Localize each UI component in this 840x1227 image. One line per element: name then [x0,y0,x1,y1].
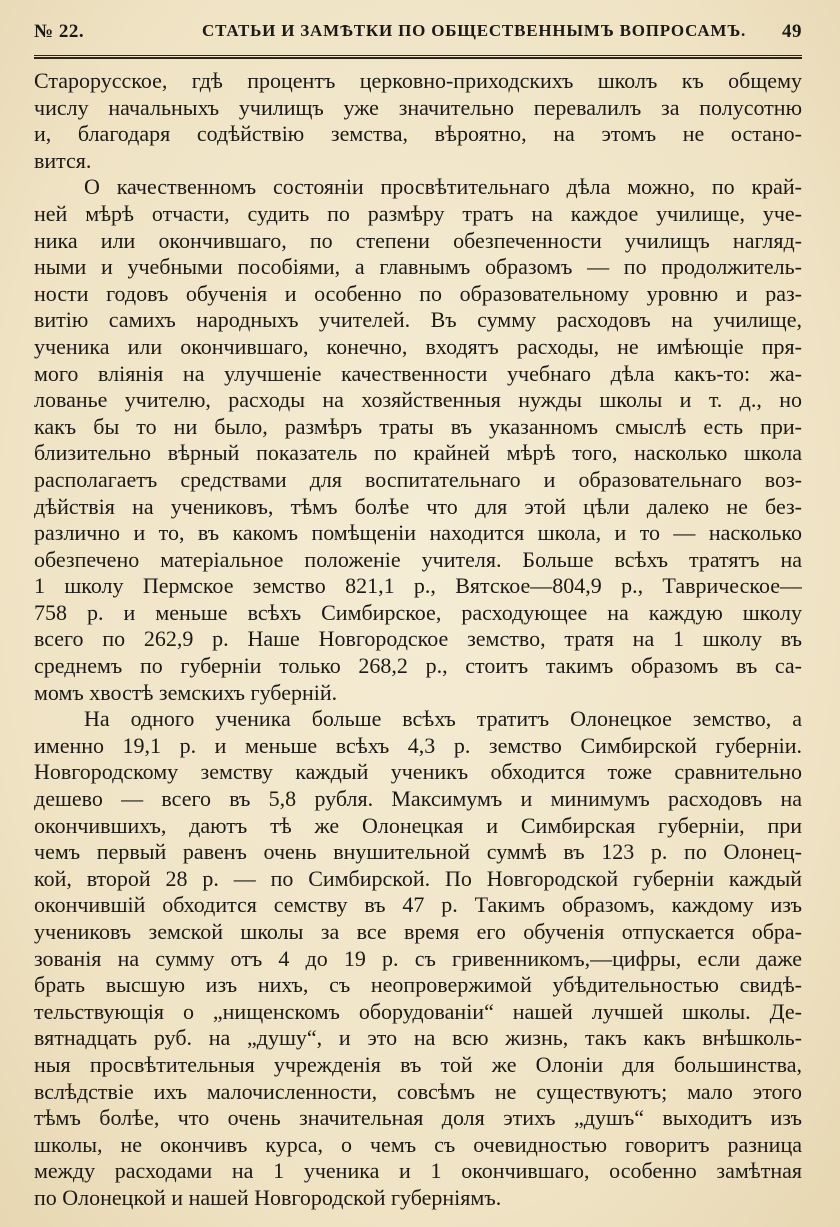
text-line: тельствующія о „нищенскомъ оборудованіи“ нашей лучшей школы. Де- [34,998,802,1024]
page-number: 49 [782,21,802,42]
article-body [34,68,802,1212]
text-line: Старорусское, гдѣ процентъ церковно-приходскихъ школъ къ общему [34,68,802,93]
text-line: 1 школу Пермское земство 821,1 р., Вятское—804,9 р., Таврическое— [34,573,802,599]
text-line: школы, не окончивъ курса, о чемъ съ очевидностью говоритъ разница [34,1131,802,1157]
text-line: мого вліянія на улучшеніе качественности учебнаго дѣла какъ-то: жа- [34,360,802,386]
text-line: окончившихъ, даютъ тѣ же Олонецкая и Симбирская губерніи, при [34,812,802,838]
text-line: О качественномъ состояніи просвѣтительнаго дѣла можно, по край- [84,174,802,200]
text-line: витію самихъ народныхъ учителей. Въ сумму расходовъ на училище, [34,307,802,333]
text-line: числу начальныхъ училищъ уже значительно перевалилъ за полусотню [34,94,802,120]
text-line: располагаетъ средствами для воспитательнаго и образовательнаго воз- [34,466,802,492]
text-line: какъ бы то ни было, размѣръ траты въ указанномъ смыслѣ есть при- [34,413,802,439]
text-line: 758 р. и меньше всѣхъ Симбирское, расходующее на каждую школу [34,599,802,625]
text-line: ности годовъ обученія и особенно по образовательному уровню и раз- [34,280,802,306]
text-line: ными и учебными пособіями, а главнымъ образомъ — по продолжитель- [34,254,802,280]
text-line: и, благодаря содѣйствію земства, вѣроятно, на этомъ не остано- [34,121,802,147]
text-line: среднемъ по губерніи только 268,2 р., стоитъ такимъ образомъ въ са- [34,653,802,679]
text-line: обезпечено матеріальное положеніе учителя. Больше всѣхъ тратятъ на [34,546,802,572]
text-line: кой, второй 28 р. — по Симбирской. По Новгородской губерніи каждый [34,865,802,891]
text-line: вслѣдствіе ихъ малочисленности, совсѣмъ не существуютъ; мало этого [34,1078,802,1104]
text-line: окончившій обходится семству въ 47 р. Такимъ образомъ, каждому изъ [34,892,802,918]
text-line: близительно вѣрный показатель по крайней мѣрѣ того, насколько школа [34,440,802,466]
text-line: дешево — всего въ 5,8 рубля. Максимумъ и минимумъ расходовъ на [34,786,802,812]
text-line: ника или окончившаго, по степени обезпеченности училищъ нагляд- [34,227,802,253]
text-line: дѣйствія на учениковъ, тѣмъ болѣе что для этой цѣли далеко не без- [34,493,802,519]
issue-number: № 22. [34,21,85,42]
header-rule [34,55,802,59]
text-line: всего по 262,9 р. Наше Новгородское земство, тратя на 1 школу въ [34,626,802,652]
text-line: Новгородскому земству каждый ученикъ обходится тоже сравнительно [34,759,802,785]
text-line: момъ хвостѣ земскихъ губерній. [34,679,338,705]
text-line: различно и то, въ какомъ помѣщеніи находится школа, и то — насколько [34,520,802,546]
text-line: лованье учителю, расходы на хозяйственныя нужды школы и т. д., но [34,387,802,413]
running-header [34,19,802,53]
text-line: ученика или окончившаго, конечно, входятъ расходы, не имѣющіе пря- [34,333,802,359]
text-line: между расходами на 1 ученика и 1 окончившаго, особенно замѣтная [34,1158,802,1184]
text-line: вится. [34,147,92,173]
text-line: ней мѣрѣ отчасти, судить по размѣру тратъ на каждое училище, уче- [34,200,802,226]
text-line: На одного ученика больше всѣхъ тратитъ Олонецкое земство, а [84,706,802,732]
text-line: зованія на сумму отъ 4 до 19 р. съ гривенникомъ,—цифры, если даже [34,945,802,971]
text-line: ныя просвѣтительныя учрежденія въ той же Олоніи для большинства, [34,1051,802,1077]
text-line: учениковъ земской школы за все время его обученія отпускается обра- [34,919,802,944]
text-line: брать высшую изъ нихъ, съ неопровержимой убѣдительностью свидѣ- [34,972,802,998]
text-line: именно 19,1 р. и меньше всѣхъ 4,3 р. земство Симбирской губерніи. [34,732,802,758]
text-line: тѣмъ болѣе, что очень значительная доля этихъ „душъ“ выходитъ изъ [34,1105,802,1131]
text-line: вятнадцать руб. на „душу“, и это на всю жизнь, такъ какъ внѣшколь- [34,1025,802,1051]
text-line: чемъ первый равенъ очень внушительной суммѣ въ 123 р. по Олонец- [34,839,802,865]
section-title: СТАТЬИ И ЗАМѢТКИ ПО ОБЩЕСТВЕННЫМЪ ВОПРОСАМЪ. [202,21,747,40]
text-line: по Олонецкой и нашей Новгородской губерніямъ. [34,1184,502,1210]
